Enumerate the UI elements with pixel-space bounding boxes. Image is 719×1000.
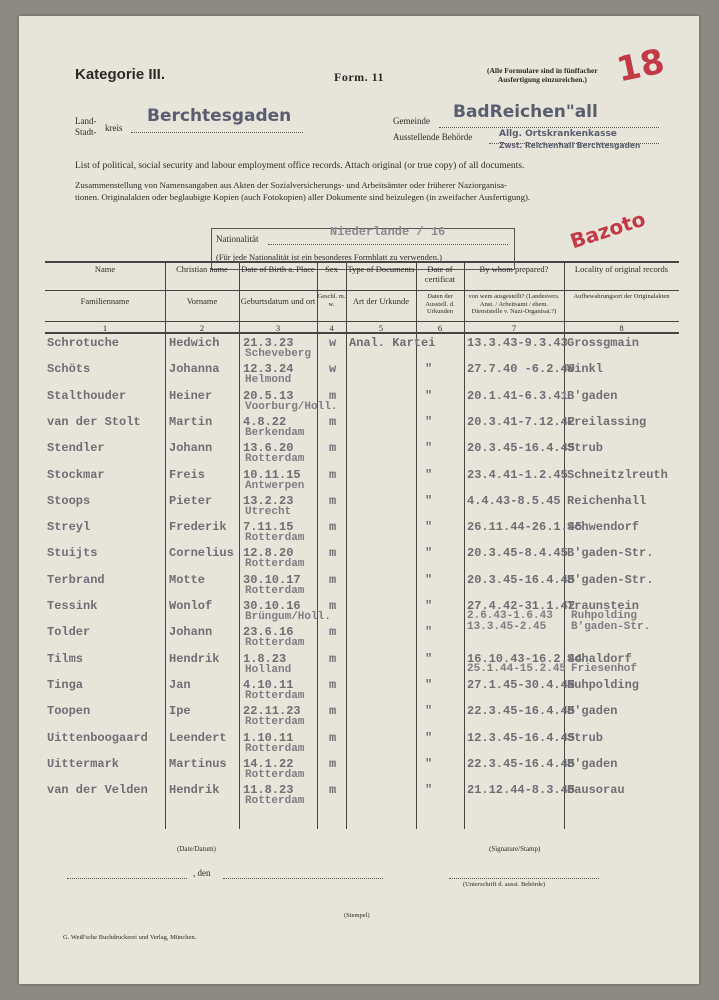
table-row <box>19 678 699 702</box>
cell-name: van der Velden <box>47 783 148 798</box>
cell-period: 21.12.44-8.3.45 <box>467 783 576 798</box>
cell-mark: " <box>425 783 433 798</box>
cell-mark: " <box>425 520 433 535</box>
copies-note <box>487 66 598 84</box>
cell-loc: B'gaden <box>567 704 618 719</box>
column-header-de: Art der Urkunde <box>352 296 410 306</box>
column-header-en: Locality of original records <box>574 264 669 274</box>
table-row <box>19 757 699 781</box>
cell-birth: 22.11.23 <box>243 704 301 719</box>
cell-sex: m <box>329 467 337 482</box>
cell-birth: 12.3.24 <box>243 362 294 377</box>
cell-mark: " <box>425 414 433 429</box>
table-row <box>19 494 699 518</box>
cell-locality-extra: B'gaden-Str. <box>571 621 651 633</box>
cell-mark: " <box>425 651 433 666</box>
cell-birth: 10.11.15 <box>243 467 301 482</box>
cell-birth: 13.6.20 <box>243 441 294 456</box>
table-row <box>19 546 699 570</box>
cell-mark: " <box>425 677 433 692</box>
cell-period: 27.7.40 -6.2.40 <box>467 362 576 377</box>
intro-english: List of political, social security and labour employment office records. Attach original (or true copy) of all documents. <box>75 161 525 171</box>
cell-name: Stoops <box>47 493 91 508</box>
cell-period: 22.3.45-16.4.45 <box>467 704 576 719</box>
cell-loc: Schaldorf <box>567 651 632 666</box>
cell-loc: B'gaden <box>567 756 618 771</box>
cell-sex: m <box>329 651 337 666</box>
cell-period: 26.11.44-26.1.45 <box>467 520 583 535</box>
table-row <box>19 389 699 413</box>
printer-imprint: G. Weiß'sche Buchdruckerei und Verlag, München. <box>63 934 197 941</box>
cell-mark: " <box>425 441 433 456</box>
cell-period-extra: 2.6.43-1.6.43 <box>467 610 553 622</box>
nationality-note: (Für jede Nationalität ist ein besonderes Formblatt zu verwenden.) <box>216 252 442 262</box>
cell-birth-place: Rotterdam <box>245 637 305 650</box>
cell-loc: Traunstein <box>567 599 640 613</box>
cell-sex: w <box>329 362 337 377</box>
cell-birth-place: Rotterdam <box>245 453 305 466</box>
cell-sex: m <box>329 677 337 692</box>
kreis-value: Berchtesgaden <box>147 106 292 126</box>
cell-birth: 1.10.11 <box>243 730 294 745</box>
cell-period: 20.3.45-16.4.45 <box>467 572 576 587</box>
cell-locality-extra: Friesenhof <box>571 662 638 675</box>
cell-first: Pieter <box>169 493 213 508</box>
column-header-de: Familienname <box>80 296 130 306</box>
cell-first: Martin <box>169 414 213 429</box>
cell-name: Uittermark <box>47 756 120 771</box>
nationality-value: Niederlande / 16 <box>330 225 446 239</box>
cell-first: Hedwich <box>169 336 220 350</box>
cell-loc: Grossgmain <box>567 336 640 350</box>
handwritten-number: 18 <box>613 41 668 91</box>
cell-sex: m <box>329 493 337 508</box>
date-label: (Date/Datum) <box>177 845 216 853</box>
cell-birth: 4.10.11 <box>243 677 294 692</box>
table-row <box>19 336 699 360</box>
den-label: , den <box>193 868 211 878</box>
cell-first: Ipe <box>169 704 191 719</box>
column-number: 3 <box>275 323 281 333</box>
cell-birth: 14.1.22 <box>243 756 294 771</box>
cell-period-extra: 25.1.44-15.2.45 <box>467 662 567 675</box>
cell-birth-place: Helmond <box>245 374 292 387</box>
column-header-en: By whom prepared? <box>479 264 549 274</box>
cell-mark: " <box>425 388 433 403</box>
table-row <box>19 415 699 439</box>
kreis-label: kreis <box>105 123 123 133</box>
cell-loc: Freilassing <box>567 414 647 429</box>
column-header-de: Vorname <box>186 296 218 306</box>
cell-period: 23.4.41-1.2.45 <box>467 467 568 482</box>
cell-first: Motte <box>169 572 206 587</box>
table-row <box>19 783 699 807</box>
cell-period: 16.10.43-16.2.44 <box>467 651 583 666</box>
cell-first: Freis <box>169 467 206 482</box>
cell-period: 20.3.41-7.12.42 <box>467 414 576 429</box>
cell-name: Uittenboogaard <box>47 730 148 745</box>
table-row <box>19 652 699 676</box>
cell-mark: " <box>425 467 433 482</box>
cell-first: Frederik <box>169 520 227 535</box>
table-subheader-divider <box>45 321 679 322</box>
cell-loc: Schwendorf <box>567 520 640 535</box>
cell-birth-place: Scheveberg <box>245 348 312 360</box>
cell-loc: B'gaden <box>567 388 618 403</box>
cell-birth-place: Utrecht <box>245 505 292 518</box>
column-header-en: Name <box>94 264 116 274</box>
cell-birth: 11.8.23 <box>243 783 294 798</box>
cell-loc: Strub <box>567 441 604 456</box>
cell-name: Stuijts <box>47 546 98 561</box>
cell-sex: w <box>329 336 337 350</box>
cell-period-extra: 13.3.45-2.45 <box>467 621 547 633</box>
cell-mark: " <box>425 730 433 745</box>
cell-name: Tessink <box>47 599 98 613</box>
cell-sex: m <box>329 572 337 587</box>
cell-mark: " <box>425 599 433 613</box>
cell-name: Tinga <box>47 677 84 692</box>
column-number: 7 <box>511 323 517 333</box>
column-header-en: Christian name <box>176 264 228 274</box>
cell-name: van der Stolt <box>47 414 141 429</box>
behoerde-label: Ausstellende Behörde <box>393 132 473 142</box>
cell-birth-place: Rotterdam <box>245 742 305 755</box>
cell-sex: m <box>329 388 337 403</box>
cell-birth-place: Rotterdam <box>245 584 305 597</box>
cell-locality-extra: Ruhpolding <box>571 610 638 622</box>
cell-loc: B'gaden-Str. <box>567 572 654 587</box>
category-title: Kategorie III. <box>75 66 166 83</box>
cell-name: Terbrand <box>47 572 105 587</box>
cell-period: 22.3.45-16.4.45 <box>467 756 576 771</box>
column-number: 5 <box>378 323 384 333</box>
cell-birth: 1.8.23 <box>243 651 287 666</box>
form-number: Form. 11 <box>334 70 384 84</box>
cell-birth: 21.3.23 <box>243 336 294 350</box>
column-number: 8 <box>619 323 624 333</box>
cell-sex: m <box>329 704 337 719</box>
cell-birth-place: Rotterdam <box>245 558 305 571</box>
cell-birth-place: Voorburg/Holl. <box>245 400 338 413</box>
cell-loc: B'gaden-Str. <box>567 546 654 561</box>
cell-period: 27.4.42-31.1.42 <box>467 599 576 613</box>
column-number: 4 <box>329 323 334 333</box>
cell-loc: Winkl <box>567 362 604 377</box>
cell-loc: Ruhpolding <box>567 677 640 692</box>
table-row <box>19 704 699 728</box>
form-sheet <box>19 16 699 984</box>
cell-sex: m <box>329 414 337 429</box>
column-number: 2 <box>199 323 205 333</box>
land-label: Land- <box>75 116 97 126</box>
cell-first: Jan <box>169 677 191 692</box>
gemeinde-value: BadReichen"all <box>453 102 598 122</box>
cell-loc: Strub <box>567 730 604 745</box>
cell-name: Tolder <box>47 625 91 640</box>
cell-name: Streyl <box>47 520 91 535</box>
handwritten-name: Bazoto <box>567 206 649 254</box>
cell-first: Leendert <box>169 730 227 745</box>
table-row <box>19 441 699 465</box>
copies-note-line1: (Alle Formulare sind in fünffacher <box>487 66 598 75</box>
cell-birth-place: Brüngum/Holl. <box>245 611 331 623</box>
table-row <box>19 362 699 386</box>
cell-period: 20.3.45-16.4.45 <box>467 441 576 456</box>
intro-german-line1: Zusammenstellung von Namensangaben aus Akten der Sozialversicherungs- und Arbeitsämter oder früherer Naziorganisa- <box>75 180 507 190</box>
cell-doc: Anal. Kartei <box>349 336 436 350</box>
cell-birth-place: Rotterdam <box>245 532 305 545</box>
column-header-en: Date of certificat <box>424 264 456 284</box>
table-row <box>19 573 699 597</box>
cell-birth: 13.2.23 <box>243 493 294 508</box>
cell-first: Hendrik <box>169 783 220 798</box>
cell-period: 4.4.43-8.5.45 <box>467 493 561 508</box>
cell-period: 27.1.45-30.4.45 <box>467 677 576 692</box>
cell-name: Toopen <box>47 704 91 719</box>
cell-first: Martinus <box>169 756 227 771</box>
intro-german-line2: tionen. Originalakten oder beglaubigte Kopien (auch Fotokopien) aller Dokumente sind beizulegen (in zweifacher Ausfertigung). <box>75 192 531 202</box>
cell-first: Heiner <box>169 388 213 403</box>
column-header-en: Sex <box>325 264 338 274</box>
cell-birth-place: Rotterdam <box>245 716 305 729</box>
table-row <box>19 625 699 649</box>
cell-first: Johann <box>169 625 213 640</box>
cell-sex: m <box>329 625 337 640</box>
table-header-divider <box>45 290 679 291</box>
column-header-en: Type of Documents <box>347 264 415 274</box>
stempel-label: (Stempel) <box>344 912 370 919</box>
cell-first: Wonlof <box>169 599 213 613</box>
column-header-de: Aufbewahrungsort der Originalakten <box>573 293 670 300</box>
cell-loc: Bausorau <box>567 783 625 798</box>
cell-mark: " <box>425 493 433 508</box>
column-header-de: Geburtsdatum und ort <box>240 296 316 306</box>
cell-birth: 12.8.20 <box>243 546 294 561</box>
gemeinde-label: Gemeinde <box>393 116 430 126</box>
signature-label: (Signature/Stamp) <box>489 845 541 853</box>
authority-signature-label: (Unterschrift d. ausst. Behörde) <box>463 881 546 888</box>
cell-period: 12.3.45-16.4.45 <box>467 730 576 745</box>
cell-first: Cornelius <box>169 546 234 561</box>
nationality-label: Nationalität <box>216 234 259 244</box>
cell-mark: " <box>425 625 433 640</box>
column-header-de: Daten der Ausstell. d. Urkunden <box>425 293 455 315</box>
cell-mark: " <box>425 756 433 771</box>
cell-first: Johanna <box>169 362 220 377</box>
cell-mark: " <box>425 704 433 719</box>
column-header-de: Geschl. m. w. <box>317 293 346 308</box>
cell-sex: m <box>329 520 337 535</box>
behoerde-line1: Allg. Ortskrankenkasse <box>499 129 617 139</box>
cell-birth-place: Rotterdam <box>245 768 305 781</box>
cell-name: Stockmar <box>47 467 105 482</box>
cell-sex: m <box>329 730 337 745</box>
stadt-label: Stadt- <box>75 127 97 137</box>
cell-birth-place: Rotterdam <box>245 795 305 808</box>
cell-birth-place: Berkendam <box>245 426 305 439</box>
cell-name: Schrotuche <box>47 336 120 350</box>
cell-birth: 4.8.22 <box>243 414 287 429</box>
column-header-de: von wem ausgestellt? (Landesvers. Anst. / Arbeitsamt / ehem. Dienststelle v. Nazi-Organisat.?) <box>468 293 560 315</box>
cell-first: Hendrik <box>169 651 220 666</box>
cell-period: 13.3.43-9.3.43 <box>467 336 568 350</box>
cell-name: Schöts <box>47 362 91 377</box>
cell-birth: 7.11.15 <box>243 520 294 535</box>
cell-period: 20.1.41-6.3.41 <box>467 388 568 403</box>
cell-mark: " <box>425 362 433 377</box>
cell-birth: 30.10.16 <box>243 599 301 613</box>
cell-birth: 20.5.13 <box>243 388 294 403</box>
table-row <box>19 520 699 544</box>
cell-sex: m <box>329 783 337 798</box>
cell-sex: m <box>329 546 337 561</box>
cell-birth: 23.6.16 <box>243 625 294 640</box>
cell-sex: m <box>329 756 337 771</box>
cell-name: Stalthouder <box>47 388 127 403</box>
cell-loc: Schneitzlreuth <box>567 467 668 482</box>
cell-first: Johann <box>169 441 213 456</box>
cell-sex: m <box>329 441 337 456</box>
cell-period: 20.3.45-8.4.45 <box>467 546 568 561</box>
table-row <box>19 468 699 492</box>
cell-birth-place: Rotterdam <box>245 689 305 702</box>
behoerde-line2: Zwst. Reichenhall Berchtesgaden <box>499 141 641 150</box>
cell-birth-place: Holland <box>245 663 292 676</box>
column-number: 1 <box>102 323 108 333</box>
cell-sex: m <box>329 599 337 613</box>
cell-name: Stendler <box>47 441 105 456</box>
table-row <box>19 731 699 755</box>
cell-birth: 30.10.17 <box>243 572 301 587</box>
column-header-en: Date of Birth a. Place <box>241 264 315 274</box>
cell-mark: " <box>425 572 433 587</box>
cell-loc: Reichenhall <box>567 493 647 508</box>
copies-note-line2: Ausfertigung einzureichen.) <box>497 75 587 84</box>
cell-name: Tilms <box>47 651 84 666</box>
cell-mark: " <box>425 546 433 561</box>
column-number: 6 <box>437 323 443 333</box>
cell-birth-place: Antwerpen <box>245 479 305 492</box>
table-top-border <box>45 261 679 263</box>
